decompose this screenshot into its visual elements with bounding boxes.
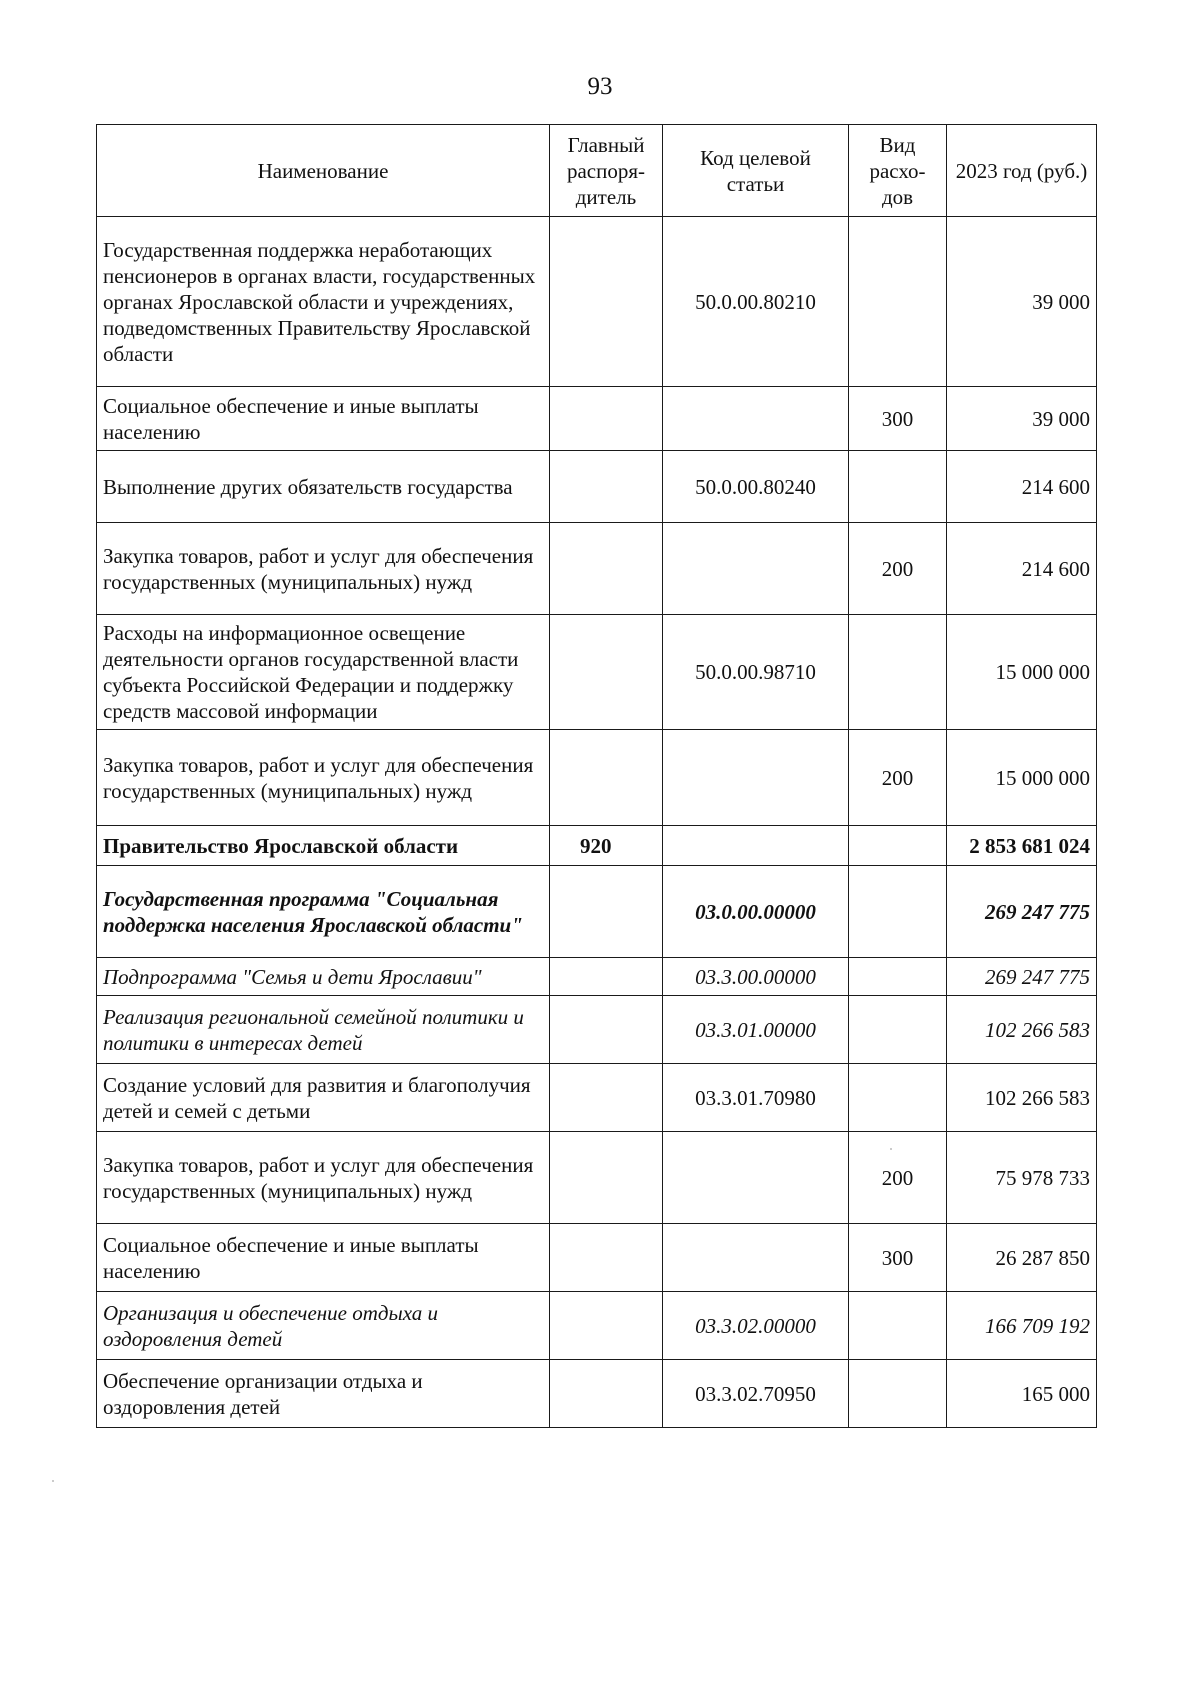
scan-speck bbox=[52, 1480, 54, 1482]
table-row bbox=[97, 217, 1097, 387]
cell-grs bbox=[550, 866, 663, 958]
cell-code: 03.3.01.70980 bbox=[663, 1064, 849, 1132]
cell-code: 03.0.00.00000 bbox=[663, 866, 849, 958]
cell-sum: 165 000 bbox=[947, 1360, 1097, 1428]
table-row bbox=[97, 866, 1097, 958]
cell-name: Закупка товаров, работ и услуг для обеспечения государственных (муниципальных) нужд bbox=[97, 1132, 550, 1224]
cell-sum: 214 600 bbox=[947, 523, 1097, 615]
table-header bbox=[97, 125, 1097, 217]
cell-code: 03.3.00.00000 bbox=[663, 958, 849, 996]
cell-sum: 39 000 bbox=[947, 387, 1097, 451]
header-vid: Вид расхо-дов bbox=[849, 125, 947, 217]
table-row bbox=[97, 387, 1097, 451]
cell-grs bbox=[550, 217, 663, 387]
cell-grs bbox=[550, 1292, 663, 1360]
cell-vid bbox=[849, 217, 947, 387]
cell-code: 50.0.00.98710 bbox=[663, 615, 849, 730]
table-row bbox=[97, 1132, 1097, 1224]
cell-vid bbox=[849, 866, 947, 958]
table-row bbox=[97, 1360, 1097, 1428]
cell-code: 03.3.01.00000 bbox=[663, 996, 849, 1064]
cell-vid: 300 bbox=[849, 387, 947, 451]
cell-grs bbox=[550, 1360, 663, 1428]
cell-vid: 200 bbox=[849, 1132, 947, 1224]
cell-vid bbox=[849, 1360, 947, 1428]
cell-sum: 15 000 000 bbox=[947, 615, 1097, 730]
cell-grs bbox=[550, 958, 663, 996]
cell-name: Государственная программа "Социальная поддержка населения Ярославской области" bbox=[97, 866, 550, 958]
table-row bbox=[97, 523, 1097, 615]
cell-code bbox=[663, 1224, 849, 1292]
cell-sum: 15 000 000 bbox=[947, 730, 1097, 826]
table-body bbox=[97, 217, 1097, 1428]
cell-grs bbox=[550, 1132, 663, 1224]
cell-name: Обеспечение организации отдыха и оздоровления детей bbox=[97, 1360, 550, 1428]
cell-name: Подпрограмма "Семья и дети Ярославии" bbox=[97, 958, 550, 996]
table-row bbox=[97, 996, 1097, 1064]
cell-name: Выполнение других обязательств государства bbox=[97, 451, 550, 523]
header-name: Наименование bbox=[97, 125, 550, 217]
table-row bbox=[97, 826, 1097, 866]
table-row bbox=[97, 1292, 1097, 1360]
cell-sum: 269 247 775 bbox=[947, 958, 1097, 996]
cell-code bbox=[663, 523, 849, 615]
table-row bbox=[97, 451, 1097, 523]
cell-name: Организация и обеспечение отдыха и оздоровления детей bbox=[97, 1292, 550, 1360]
table-row bbox=[97, 615, 1097, 730]
cell-vid bbox=[849, 1064, 947, 1132]
cell-name: Расходы на информационное освещение деятельности органов государственной власти субъекта Российской Федерации и поддержку средств массовой информации bbox=[97, 615, 550, 730]
cell-vid: 200 bbox=[849, 730, 947, 826]
cell-sum: 166 709 192 bbox=[947, 1292, 1097, 1360]
cell-grs bbox=[550, 615, 663, 730]
cell-sum: 26 287 850 bbox=[947, 1224, 1097, 1292]
page-number: 93 bbox=[587, 73, 613, 100]
cell-code bbox=[663, 1132, 849, 1224]
cell-name: Реализация региональной семейной политики и политики в интересах детей bbox=[97, 996, 550, 1064]
cell-name: Закупка товаров, работ и услуг для обеспечения государственных (муниципальных) нужд bbox=[97, 730, 550, 826]
cell-sum: 2 853 681 024 bbox=[947, 826, 1097, 866]
cell-grs bbox=[550, 730, 663, 826]
cell-code bbox=[663, 387, 849, 451]
cell-sum: 214 600 bbox=[947, 451, 1097, 523]
cell-grs bbox=[550, 451, 663, 523]
table-row bbox=[97, 1224, 1097, 1292]
scan-speck bbox=[890, 1148, 892, 1150]
cell-grs bbox=[550, 523, 663, 615]
table-row bbox=[97, 1064, 1097, 1132]
cell-sum: 75 978 733 bbox=[947, 1132, 1097, 1224]
cell-grs bbox=[550, 996, 663, 1064]
cell-vid: 200 bbox=[849, 523, 947, 615]
cell-grs bbox=[550, 1064, 663, 1132]
cell-sum: 102 266 583 bbox=[947, 996, 1097, 1064]
cell-vid: 300 bbox=[849, 1224, 947, 1292]
cell-name: Закупка товаров, работ и услуг для обеспечения государственных (муниципальных) нужд bbox=[97, 523, 550, 615]
cell-name: Правительство Ярославской области bbox=[97, 826, 550, 866]
cell-name: Создание условий для развития и благополучия детей и семей с детьми bbox=[97, 1064, 550, 1132]
cell-sum: 39 000 bbox=[947, 217, 1097, 387]
cell-code bbox=[663, 730, 849, 826]
cell-sum: 102 266 583 bbox=[947, 1064, 1097, 1132]
cell-vid bbox=[849, 451, 947, 523]
cell-name: Государственная поддержка неработающих пенсионеров в органах власти, государственных органах Ярославской области и учреждениях, подведомственных Правительству Ярославской области bbox=[97, 217, 550, 387]
header-row bbox=[97, 125, 1097, 217]
cell-grs bbox=[550, 1224, 663, 1292]
cell-code bbox=[663, 826, 849, 866]
cell-vid bbox=[849, 826, 947, 866]
table-row bbox=[97, 958, 1097, 996]
cell-code: 50.0.00.80210 bbox=[663, 217, 849, 387]
header-code: Код целевой статьи bbox=[663, 125, 849, 217]
cell-code: 03.3.02.00000 bbox=[663, 1292, 849, 1360]
table-row bbox=[97, 730, 1097, 826]
cell-grs: 920 bbox=[550, 826, 663, 866]
cell-name: Социальное обеспечение и иные выплаты населению bbox=[97, 1224, 550, 1292]
cell-name: Социальное обеспечение и иные выплаты населению bbox=[97, 387, 550, 451]
cell-vid bbox=[849, 1292, 947, 1360]
cell-vid bbox=[849, 958, 947, 996]
header-sum: 2023 год (руб.) bbox=[947, 125, 1097, 217]
cell-grs bbox=[550, 387, 663, 451]
cell-sum: 269 247 775 bbox=[947, 866, 1097, 958]
cell-vid bbox=[849, 615, 947, 730]
header-grs: Главный распоря-дитель bbox=[550, 125, 663, 217]
cell-vid bbox=[849, 996, 947, 1064]
budget-table bbox=[96, 124, 1097, 1428]
cell-code: 50.0.00.80240 bbox=[663, 451, 849, 523]
cell-code: 03.3.02.70950 bbox=[663, 1360, 849, 1428]
